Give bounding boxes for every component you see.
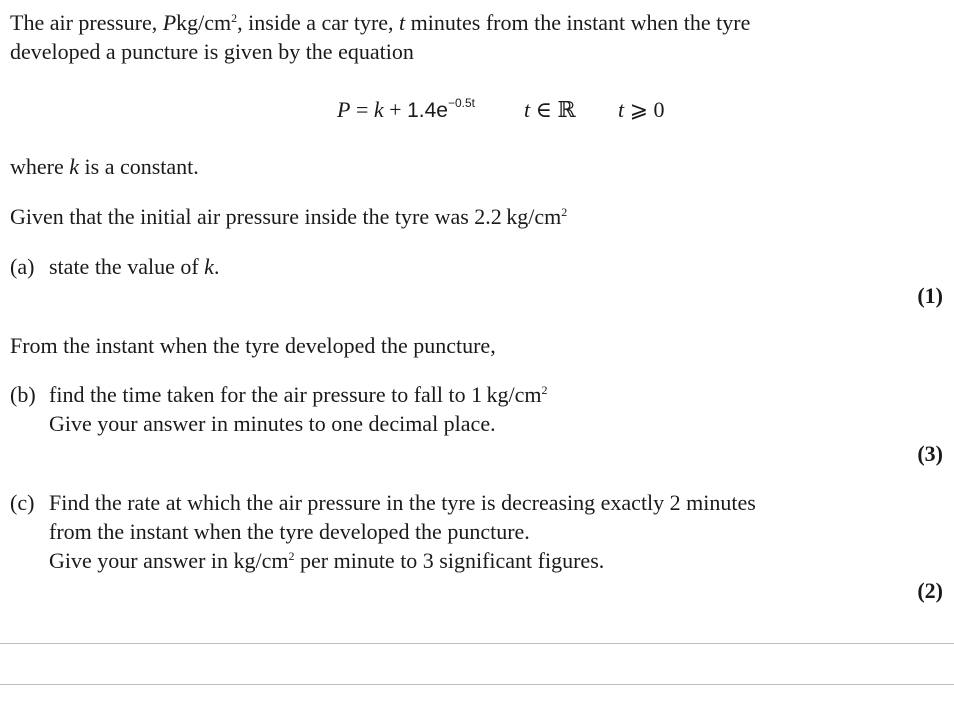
superscript: 2 bbox=[561, 205, 568, 219]
eq-exponent: −0.5t bbox=[447, 96, 475, 110]
part-c-line-2: from the instant when the tyre developed the puncture. bbox=[49, 519, 530, 544]
where-text: where bbox=[10, 154, 70, 179]
equation bbox=[337, 95, 475, 128]
intro-line-2: developed a puncture is given by the equation bbox=[10, 39, 414, 64]
part-a-text bbox=[49, 252, 219, 281]
eq-sign: = bbox=[350, 97, 374, 122]
part-a-question: . bbox=[213, 254, 220, 279]
intro-text: The air pressure, bbox=[10, 10, 163, 35]
var-k: k bbox=[204, 254, 214, 279]
equation-condition bbox=[618, 95, 665, 124]
where-text: is a constant. bbox=[79, 154, 199, 179]
from-line: From the instant when the tyre developed the puncture, bbox=[10, 333, 496, 358]
part-b-line-1 bbox=[49, 380, 548, 409]
part-a-label: (a) bbox=[10, 254, 35, 279]
part-a-question: state the value of bbox=[49, 254, 205, 279]
given-text: Given that the initial air pressure inside the tyre was 2.2 kg/cm bbox=[10, 204, 562, 229]
part-c-question: per minute to 3 significant figures. bbox=[294, 548, 605, 573]
part-a-marks: (1) bbox=[917, 283, 943, 308]
part-b-question: find the time taken for the air pressure to fall to 1 kg/cm bbox=[49, 382, 542, 407]
part-b-marks: (3) bbox=[917, 441, 943, 466]
part-c-question: Give your answer in kg/cm bbox=[49, 548, 289, 573]
part-c-line-3 bbox=[49, 546, 604, 575]
answer-rule bbox=[0, 643, 954, 644]
superscript: 2 bbox=[541, 383, 548, 397]
part-b-line-2: Give your answer in minutes to one decimal place. bbox=[49, 411, 496, 436]
answer-rule bbox=[0, 684, 954, 685]
given-line bbox=[10, 202, 567, 231]
domain-set: ∈ ℝ bbox=[530, 97, 576, 122]
cond-t: t bbox=[618, 97, 625, 122]
eq-coefficient: 1.4e bbox=[407, 99, 448, 122]
var-P: P bbox=[162, 10, 177, 35]
superscript: 2 bbox=[231, 11, 238, 25]
cond-text: ⩾ 0 bbox=[624, 97, 665, 122]
unit-text: kg/cm bbox=[176, 10, 232, 35]
where-line bbox=[10, 152, 199, 181]
equation-domain bbox=[524, 95, 576, 124]
eq-lhs: P bbox=[337, 97, 351, 122]
superscript: 2 bbox=[288, 549, 295, 563]
eq-k: k bbox=[373, 97, 384, 122]
part-c-label: (c) bbox=[10, 490, 35, 515]
intro-line-1 bbox=[10, 8, 750, 37]
var-t: t bbox=[399, 10, 406, 35]
intro-text: , inside a car tyre, bbox=[237, 10, 400, 35]
part-c-line-1: Find the rate at which the air pressure in the tyre is decreasing exactly 2 minutes bbox=[49, 490, 756, 515]
intro-text: minutes from the instant when the tyre bbox=[405, 10, 751, 35]
part-b-label: (b) bbox=[10, 382, 36, 407]
part-c-marks: (2) bbox=[917, 578, 943, 603]
domain-t: t bbox=[524, 97, 531, 122]
eq-plus: + bbox=[383, 97, 408, 122]
var-k: k bbox=[69, 154, 80, 179]
